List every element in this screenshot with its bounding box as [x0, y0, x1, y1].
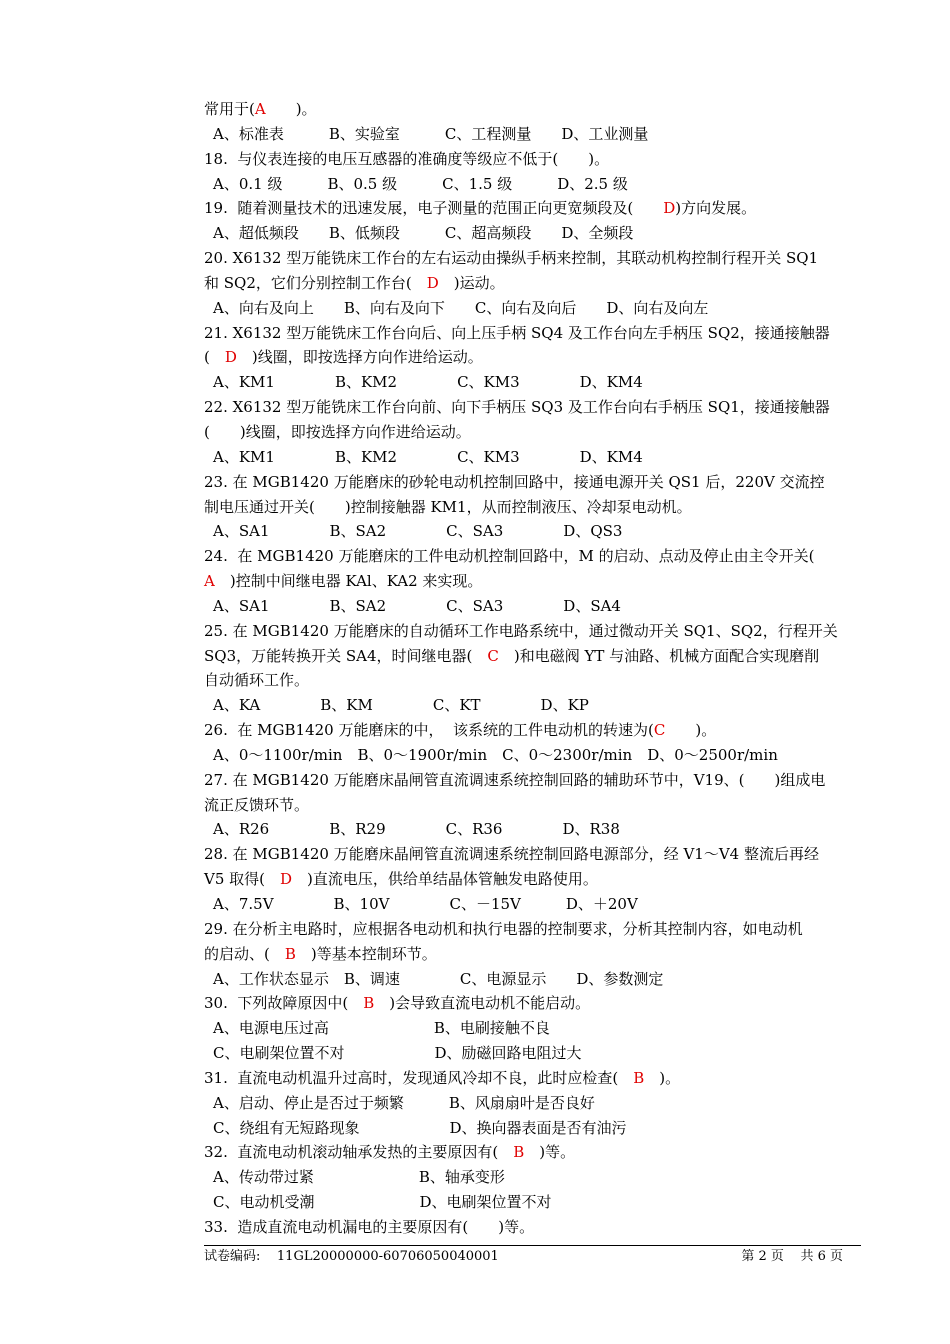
- option-line: [204, 693, 864, 718]
- answer-mark: C: [653, 721, 666, 740]
- line-text: 33. 造成直流电动机漏电的主要原因有( )等。: [204, 1217, 535, 1236]
- question-line: [204, 1140, 864, 1165]
- line-text: )运动。: [438, 273, 505, 292]
- line-text: A、超低频段 B、低频段 C、超高频段 D、全频段: [213, 224, 634, 243]
- line-text: A、启动、停止是否过于频繁 B、风扇扇叶是否良好: [213, 1093, 595, 1112]
- line-text: )和电磁阀 YT 与油路、机械方面配合实现磨削: [498, 646, 820, 665]
- question-line: [204, 271, 864, 296]
- question-line: [204, 842, 864, 867]
- option-line: [204, 1091, 864, 1116]
- line-text: 32. 直流电动机滚动轴承发热的主要原因有(: [204, 1143, 514, 1162]
- page-number: 第 2 页 共 6 页: [741, 1249, 843, 1264]
- line-text: 和 SQ2，它们分别控制工作台(: [204, 273, 427, 292]
- line-text: A、传动带过紧 B、轴承变形: [213, 1168, 505, 1187]
- line-text: (: [204, 348, 225, 367]
- question-line: [204, 1215, 864, 1240]
- option-line: [204, 370, 864, 395]
- question-line: [204, 917, 864, 942]
- option-line: [204, 817, 864, 842]
- answer-mark: A: [204, 572, 215, 591]
- line-text: )线圈，即按选择方向作进给运动。: [236, 348, 483, 367]
- question-line: [204, 196, 864, 221]
- line-text: )。: [265, 100, 317, 118]
- question-line: [204, 793, 864, 818]
- option-line: [204, 221, 864, 246]
- option-line: [204, 122, 864, 147]
- option-line: [204, 967, 864, 992]
- line-text: A、KA B、KM C、KT D、KP: [213, 696, 589, 715]
- option-line: [204, 1190, 864, 1215]
- question-line: [204, 321, 864, 346]
- question-line: [204, 991, 864, 1016]
- line-text: )控制中间继电器 KAl、KA2 来实现。: [214, 572, 483, 591]
- line-text: A、R26 B、R29 C、R36 D、R38: [213, 820, 620, 839]
- line-text: )会导致直流电动机不能启动。: [374, 994, 591, 1013]
- line-text: 流正反馈环节。: [204, 795, 310, 814]
- line-text: 18. 与仪表连接的电压互感器的准确度等级应不低于( )。: [204, 149, 610, 168]
- option-line: [204, 519, 864, 544]
- line-text: 27. 在 MGB1420 万能磨床晶闸管直流调速系统控制回路的辅助环节中，V19、( )组成电: [204, 770, 826, 789]
- exam-code: 试卷编码: 11GL20000000-60706050040001: [204, 1249, 499, 1264]
- question-line: [204, 246, 864, 271]
- question-line: [204, 420, 864, 445]
- line-text: C、绕组有无短路现象 D、换向器表面是否有油污: [213, 1118, 627, 1137]
- line-text: 21. X6132 型万能铣床工作台向后、向上压手柄 SQ4 及工作台向左手柄压 SQ2，接通接触器: [204, 323, 830, 342]
- line-text: 常用于(: [204, 100, 255, 118]
- answer-mark: D: [426, 273, 439, 292]
- question-line: [204, 619, 864, 644]
- page-footer: [204, 1247, 861, 1267]
- line-text: 26. 在 MGB1420 万能磨床的中， 该系统的工件电动机的转速为(: [204, 721, 654, 740]
- answer-mark: D: [224, 348, 237, 367]
- line-text: )。: [665, 721, 717, 740]
- line-text: 20. X6132 型万能铣床工作台的左右运动由操纵手柄来控制，其联动机构控制行程开关 SQ1: [204, 249, 819, 268]
- line-text: A、SA1 B、SA2 C、SA3 D、SA4: [213, 596, 621, 615]
- option-line: [204, 1041, 864, 1066]
- answer-mark: C: [487, 646, 499, 665]
- question-line: [204, 867, 864, 892]
- option-line: [204, 892, 864, 917]
- question-line: [204, 345, 864, 370]
- line-text: 30. 下列故障原因中(: [204, 994, 364, 1013]
- question-line: [204, 495, 864, 520]
- line-text: ( )线圈，即按选择方向作进给运动。: [204, 422, 471, 441]
- line-text: 制电压通过开关( )控制接触器 KM1，从而控制液压、冷却泵电动机。: [204, 497, 692, 516]
- answer-mark: B: [633, 1068, 645, 1087]
- answer-mark: A: [254, 100, 266, 118]
- question-line: [204, 644, 864, 669]
- answer-mark: B: [284, 944, 296, 963]
- line-text: 24. 在 MGB1420 万能磨床的工件电动机控制回路中，M 的启动、点动及停止由主令开关(: [204, 547, 815, 566]
- question-line: [204, 97, 864, 122]
- option-line: [204, 172, 864, 197]
- option-line: [204, 1016, 864, 1041]
- question-line: [204, 768, 864, 793]
- option-line: [204, 743, 864, 768]
- line-text: A、7.5V B、10V C、－15V D、＋20V: [213, 895, 638, 913]
- question-list: [204, 97, 864, 1240]
- line-text: SQ3，万能转换开关 SA4，时间继电器(: [204, 646, 488, 665]
- line-text: 19. 随着测量技术的迅速发展，电子测量的范围正向更宽频段及(: [204, 199, 664, 218]
- line-text: )直流电压，供给单结晶体管触发电路使用。: [292, 870, 598, 889]
- line-text: C、电刷架位置不对 D、励磁回路电阻过大: [213, 1044, 582, 1063]
- question-line: [204, 668, 864, 693]
- question-line: [204, 147, 864, 172]
- line-text: 的启动、(: [204, 944, 285, 963]
- question-line: [204, 1066, 864, 1091]
- line-text: 29. 在分析主电路时，应根据各电动机和执行电器的控制要求，分析其控制内容，如电动机: [204, 919, 803, 938]
- line-text: 22. X6132 型万能铣床工作台向前、向下手柄压 SQ3 及工作台向右手柄压 SQ1，接通接触器: [204, 398, 830, 417]
- line-text: V5 取得(: [204, 870, 280, 889]
- line-text: )。: [644, 1068, 681, 1087]
- line-text: 31. 直流电动机温升过高时，发现通风冷却不良，此时应检查(: [204, 1068, 634, 1087]
- line-text: A、KM1 B、KM2 C、KM3 D、KM4: [213, 447, 643, 466]
- line-text: 28. 在 MGB1420 万能磨床晶闸管直流调速系统控制回路电源部分，经 V1～V4 整流后再经: [204, 845, 819, 864]
- line-text: A、向右及向上 B、向右及向下 C、向右及向后 D、向右及向左: [213, 298, 709, 317]
- line-text: A、0～1100r/min B、0～1900r/min C、0～2300r/min D、0～2500r/min: [213, 745, 778, 764]
- line-text: 25. 在 MGB1420 万能磨床的自动循环工作电路系统中，通过微动开关 SQ1、SQ2，行程开关: [204, 621, 838, 640]
- line-text: A、0.1 级 B、0.5 级 C、1.5 级 D、2.5 级: [213, 174, 628, 193]
- answer-mark: B: [513, 1143, 525, 1162]
- line-text: )等基本控制环节。: [295, 944, 437, 963]
- option-line: [204, 445, 864, 470]
- option-line: [204, 1116, 864, 1141]
- option-line: [204, 296, 864, 321]
- line-text: A、工作状态显示 B、调速 C、电源显示 D、参数测定: [213, 969, 664, 988]
- answer-mark: D: [663, 199, 676, 218]
- question-line: [204, 569, 864, 594]
- line-text: 自动循环工作。: [204, 671, 310, 690]
- line-text: 23. 在 MGB1420 万能磨床的砂轮电动机控制回路中，接通电源开关 QS1 后，220V 交流控: [204, 472, 825, 491]
- question-line: [204, 942, 864, 967]
- line-text: A、电源电压过高 B、电刷接触不良: [213, 1019, 550, 1038]
- footer-divider: [204, 1245, 861, 1246]
- line-text: )方向发展。: [675, 199, 757, 218]
- line-text: C、电动机受潮 D、电刷架位置不对: [213, 1193, 552, 1212]
- answer-mark: D: [280, 870, 293, 889]
- question-line: [204, 395, 864, 420]
- question-line: [204, 718, 864, 743]
- line-text: )等。: [524, 1143, 576, 1162]
- question-line: [204, 470, 864, 495]
- line-text: A、标准表 B、实验室 C、工程测量 D、工业测量: [213, 124, 649, 143]
- option-line: [204, 1165, 864, 1190]
- line-text: A、KM1 B、KM2 C、KM3 D、KM4: [213, 373, 643, 392]
- line-text: A、SA1 B、SA2 C、SA3 D、QS3: [213, 522, 623, 541]
- answer-mark: B: [363, 994, 375, 1013]
- question-line: [204, 544, 864, 569]
- option-line: [204, 594, 864, 619]
